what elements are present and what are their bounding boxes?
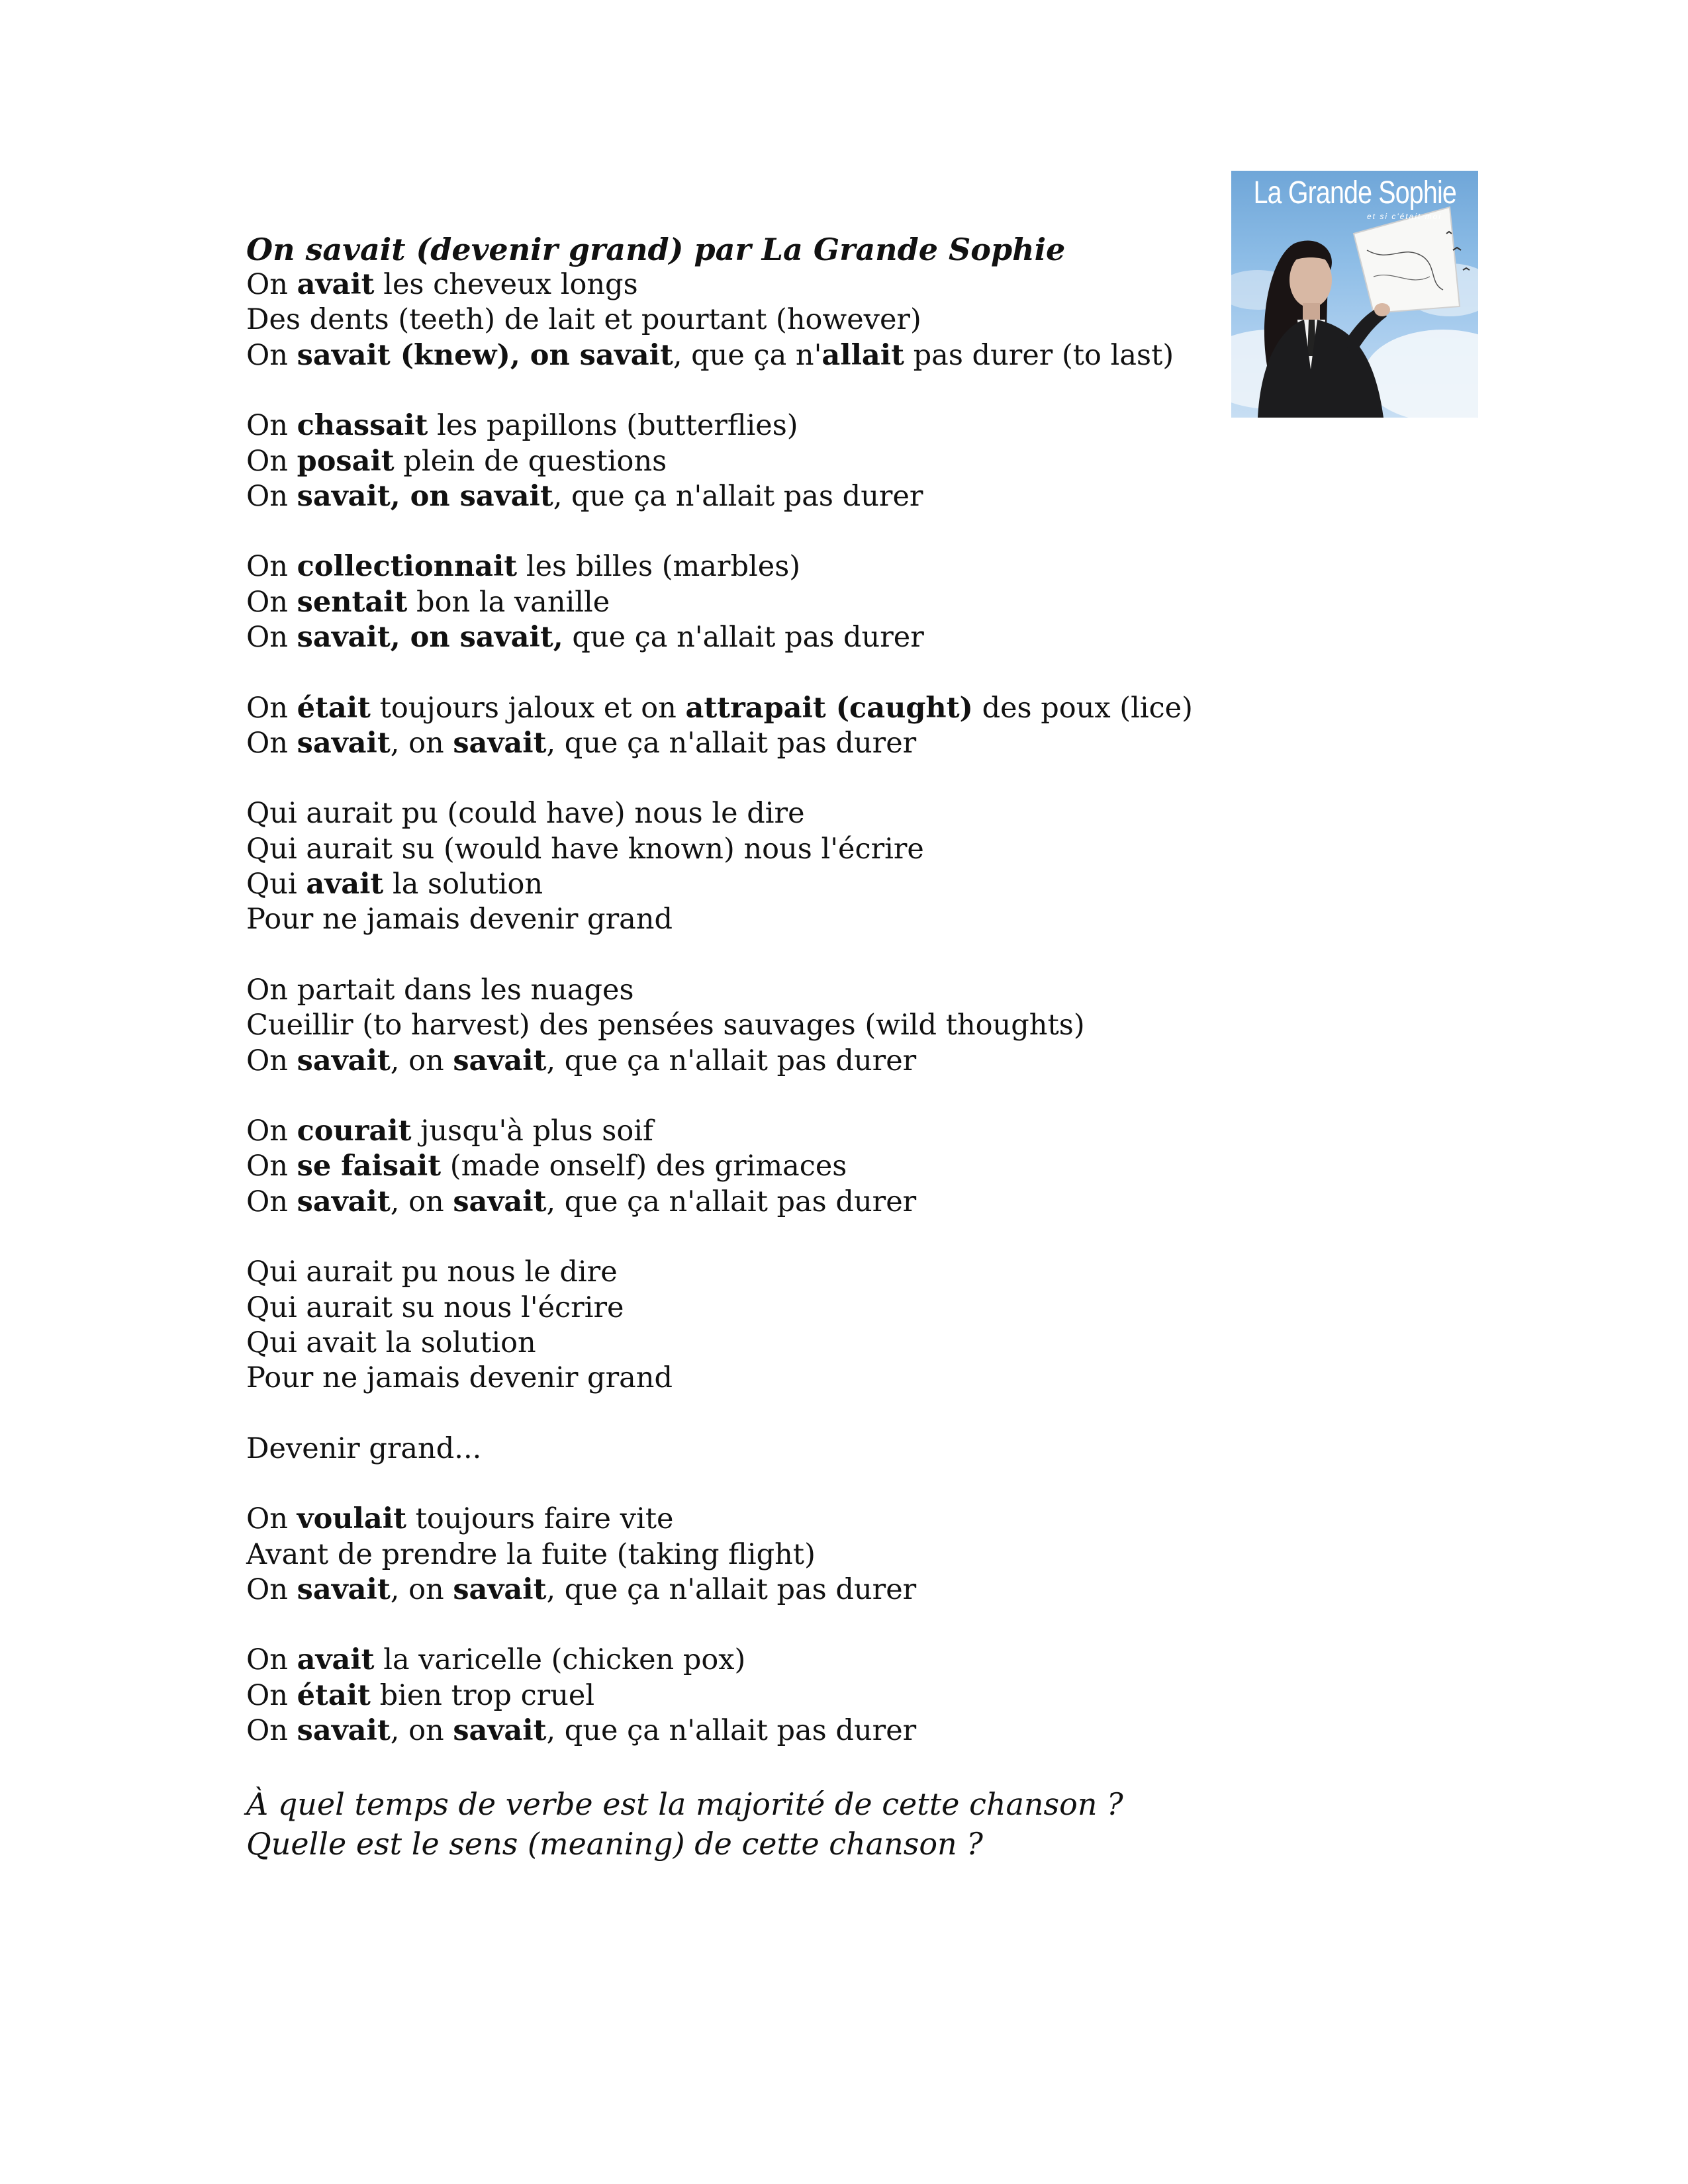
lyric-text: , que ça n'allait pas durer — [546, 1572, 917, 1606]
lyric-text: les cheveux longs — [374, 268, 638, 301]
lyric-line — [246, 408, 1239, 443]
emphasized-verb: savait — [453, 726, 547, 760]
lyric-line — [246, 585, 1239, 620]
lyric-text: bon la vanille — [407, 585, 610, 619]
lyric-text: On — [246, 444, 297, 478]
lyric-line — [246, 902, 1239, 937]
lyric-text: On — [246, 585, 297, 619]
album-cover-subtitle: et si c'était moi — [1367, 212, 1442, 221]
lyric-line — [246, 1678, 1239, 1713]
lyric-text: Cueillir (to harvest) des pensées sauvages (wild thoughts) — [246, 1009, 1085, 1042]
lyric-text: Qui aurait su (would have known) nous l'écrire — [246, 832, 924, 866]
lyric-text: On — [246, 268, 297, 301]
lyric-text: bien trop cruel — [370, 1678, 595, 1712]
emphasized-verb: posait — [297, 444, 395, 478]
lyric-text: toujours jaloux et on — [370, 691, 686, 725]
emphasized-verb: savait — [297, 1044, 391, 1077]
lyric-text: On — [246, 1502, 297, 1536]
emphasized-verb: savait — [297, 1185, 391, 1218]
emphasized-verb: avait — [297, 1643, 375, 1677]
lyric-line — [246, 479, 1239, 514]
lyric-line — [246, 1149, 1239, 1184]
questions-block — [246, 1784, 1239, 1864]
lyric-text: Pour ne jamais devenir grand — [246, 1361, 673, 1395]
lyric-text: , que ça n' — [673, 338, 822, 372]
stanza — [246, 549, 1239, 655]
emphasized-verb: allait — [821, 338, 904, 372]
lyric-line — [246, 1537, 1239, 1572]
lyric-text: jusqu'à plus soif — [411, 1115, 653, 1148]
lyric-text: On — [246, 1714, 297, 1748]
emphasized-verb: collectionnait — [297, 550, 518, 584]
lyric-line — [246, 1008, 1239, 1043]
lyric-line — [246, 444, 1239, 479]
emphasized-verb: savait — [453, 1044, 547, 1077]
lyric-line — [246, 726, 1239, 761]
lyric-text: que ça n'allait pas durer — [563, 621, 924, 655]
lyric-line — [246, 1326, 1239, 1361]
lyric-text: Qui avait la solution — [246, 1326, 536, 1359]
lyric-text: , on — [390, 1572, 453, 1606]
lyric-line — [246, 302, 1239, 338]
lyric-text: On — [246, 409, 297, 443]
lyric-text: On — [246, 691, 297, 725]
lyric-line — [246, 1643, 1239, 1678]
lyric-text: Devenir grand... — [246, 1432, 482, 1465]
stanza — [246, 1114, 1239, 1220]
lyric-text: Qui aurait pu nous le dire — [246, 1255, 618, 1289]
lyric-line — [246, 1114, 1239, 1149]
lyric-text: On — [246, 726, 297, 760]
stanza — [246, 1432, 1239, 1467]
lyric-text: plein de questions — [394, 444, 667, 478]
lyric-line — [246, 1291, 1239, 1326]
lyric-text: les papillons (butterflies) — [428, 409, 798, 443]
lyric-line — [246, 620, 1239, 655]
lyric-text: On — [246, 338, 297, 372]
lyric-text: Pour ne jamais devenir grand — [246, 903, 673, 936]
lyric-text: , que ça n'allait pas durer — [546, 1185, 917, 1218]
emphasized-verb: savait, on savait, — [297, 621, 563, 655]
album-cover-title: La Grande Sophie — [1253, 175, 1456, 210]
lyric-text: , on — [390, 1185, 453, 1218]
lyric-text: Des dents (teeth) de lait et pourtant (however) — [246, 303, 921, 337]
emphasized-verb: savait — [297, 1714, 391, 1748]
emphasized-verb: savait — [453, 1572, 547, 1606]
lyric-line — [246, 691, 1239, 726]
emphasized-verb: savait — [297, 726, 391, 760]
lyrics-body — [246, 267, 1239, 1749]
stanza — [246, 1643, 1239, 1749]
lyric-text: pas durer (to last) — [904, 338, 1174, 372]
lyric-line — [246, 1432, 1239, 1467]
stanza — [246, 267, 1239, 373]
lyric-text: On — [246, 550, 297, 584]
song-title: On savait (devenir grand) par La Grande Sophie — [246, 232, 1066, 267]
lyric-line — [246, 1502, 1239, 1537]
question-2: Quelle est le sens (meaning) de cette chanson ? — [246, 1825, 983, 1862]
lyric-text: On — [246, 621, 297, 655]
lyric-text: (made onself) des grimaces — [441, 1150, 847, 1183]
lyric-line — [246, 1713, 1239, 1749]
lyric-text: , on — [390, 1044, 453, 1077]
lyric-text: toujours faire vite — [406, 1502, 674, 1536]
emphasized-verb: attrapait (caught) — [685, 691, 973, 725]
lyric-text: On — [246, 479, 297, 513]
stanza — [246, 691, 1239, 762]
emphasized-verb: était — [297, 1678, 371, 1712]
question-1: À quel temps de verbe est la majorité de cette chanson ? — [246, 1786, 1123, 1822]
emphasized-verb: chassait — [297, 409, 428, 443]
stanza — [246, 1502, 1239, 1608]
lyric-text: Qui aurait su nous l'écrire — [246, 1291, 624, 1324]
lyric-text: On — [246, 1044, 297, 1077]
lyric-text: Qui aurait pu (could have) nous le dire — [246, 797, 805, 831]
album-cover-image — [1231, 171, 1478, 418]
lyric-line — [246, 973, 1239, 1008]
lyric-text: On partait dans les nuages — [246, 973, 634, 1007]
lyric-text: , on — [390, 1714, 453, 1748]
emphasized-verb: sentait — [297, 585, 408, 619]
lyric-line — [246, 1255, 1239, 1290]
lyric-line — [246, 338, 1239, 373]
lyric-text: On — [246, 1678, 297, 1712]
emphasized-verb: était — [297, 691, 371, 725]
lyric-text: , que ça n'allait pas durer — [546, 1044, 917, 1077]
lyric-text: , que ça n'allait pas durer — [546, 726, 917, 760]
lyric-text: la solution — [383, 868, 543, 901]
lyric-line — [246, 1572, 1239, 1608]
emphasized-verb: savait — [297, 1572, 391, 1606]
lyric-line — [246, 832, 1239, 867]
lyric-text: la varicelle (chicken pox) — [374, 1643, 746, 1677]
lyric-text: les billes (marbles) — [517, 550, 801, 584]
stanza — [246, 1255, 1239, 1396]
lyric-text: , on — [390, 726, 453, 760]
lyric-text: On — [246, 1643, 297, 1677]
lyric-line — [246, 267, 1239, 302]
lyrics-content — [246, 232, 1239, 1864]
lyric-text: On — [246, 1115, 297, 1148]
emphasized-verb: courait — [297, 1115, 412, 1148]
emphasized-verb: avait — [306, 868, 384, 901]
emphasized-verb: savait (knew), on savait — [297, 338, 673, 372]
lyric-text: Avant de prendre la fuite (taking flight) — [246, 1537, 816, 1571]
emphasized-verb: savait — [453, 1185, 547, 1218]
lyric-text: On — [246, 1150, 297, 1183]
emphasized-verb: savait — [453, 1714, 547, 1748]
emphasized-verb: savait, on savait — [297, 479, 553, 513]
emphasized-verb: avait — [297, 268, 375, 301]
lyric-text: Qui — [246, 868, 306, 901]
lyric-line — [246, 1044, 1239, 1079]
lyric-line — [246, 1361, 1239, 1396]
emphasized-verb: voulait — [297, 1502, 406, 1536]
emphasized-verb: se faisait — [297, 1150, 442, 1183]
lyric-line — [246, 1185, 1239, 1220]
lyric-line — [246, 796, 1239, 831]
stanza — [246, 973, 1239, 1079]
lyric-text: des poux (lice) — [972, 691, 1193, 725]
lyric-text: On — [246, 1572, 297, 1606]
lyric-line — [246, 549, 1239, 584]
lyric-text: On — [246, 1185, 297, 1218]
lyric-line — [246, 867, 1239, 902]
lyric-text: , que ça n'allait pas durer — [546, 1714, 917, 1748]
lyric-text: , que ça n'allait pas durer — [553, 479, 923, 513]
stanza — [246, 408, 1239, 514]
stanza — [246, 796, 1239, 938]
